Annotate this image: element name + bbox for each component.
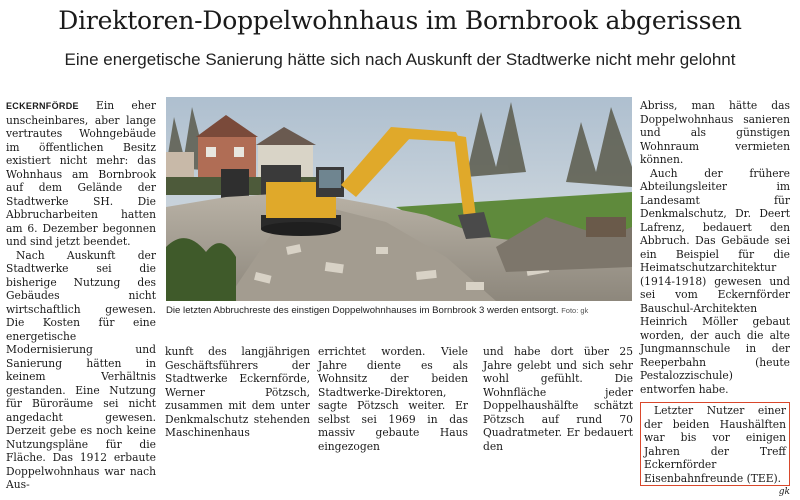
- paragraph-text: Ein eher unscheinbares, aber lange vertrautes Wohngebäude im öffentlichen Besitz existiert nicht mehr: das Wohnhaus am Bornbrook auf dem Gelände der Stadtwerke SH. Die Abbrucharbeiten hatten am 6. Dezember begonnen und sind jetzt beendet.: [6, 99, 156, 248]
- article-photo: [166, 97, 632, 301]
- article-column-1: [6, 99, 156, 492]
- subheadline: Eine energetische Sanierung hätte sich nach Auskunft der Stadtwerke nicht mehr gelohnt: [64, 50, 736, 69]
- author-initials: gk: [778, 487, 790, 497]
- highlighted-note: [640, 402, 790, 486]
- caption-text: Die letzten Abbruchreste des einstigen Doppelwohnhauses im Bornbrook 3 werden entsorgt.: [166, 305, 559, 316]
- paragraph: Abriss, man hätte das Doppelwohnhaus sanieren und als günstigen Wohnraum vermieten können.: [640, 99, 790, 166]
- paragraph: errichtet worden. Viele Jahre diente es als Wohnsitz der beiden Stadtwerke-Direktoren, sagte Pötzsch weiter. Er selbst sei 1969 in das massiv gebaute Haus eingezogen: [318, 345, 468, 453]
- paragraph: Auch der frühere Abteilungsleiter im Landesamt für Denkmalschutz, Dr. Deert Lafrenz, bedauert den Abbruch. Das Gebäude sei ein Beispiel für die Heimatschutzarchitektur (1914-1918) gewesen und sei vom Eckernförder Bauschul-Architekten Heinrich Möller gebaut worden, der auch die alte Jungmannschule in der Reeperbahn (heute Pestalozzischule) entworfen habe.: [640, 166, 790, 396]
- article-column-4: [483, 345, 633, 453]
- paragraph: Nach Auskunft der Stadtwerke sei die bisherige Nutzung des Gebäudes nicht wirtschaftlich gewesen. Die Kosten für eine energetische Modernisierung und Sanierung hätten in keinem Verhältnis gestanden. Eine Nutzung für Büroräume sei nicht angedacht gewesen. Derzeit gebe es noch keine Nutzungspläne für die Fläche. Das 1912 erbaute Doppelwohnhaus war nach Aus-: [6, 248, 156, 491]
- dateline: ECKERNFÖRDE: [6, 101, 79, 111]
- article-column-2: [165, 345, 310, 440]
- article-column-5: [640, 99, 790, 500]
- headline: Direktoren-Doppelwohnhaus im Bornbrook abgerissen: [58, 6, 742, 35]
- paragraph: [6, 99, 156, 249]
- photo-caption: [166, 305, 636, 316]
- demolition-photo: [166, 97, 632, 301]
- note-text: Letzter Nutzer einer der beiden Haushälften war bis vor einigen Jahren der Treff Eckernförder Eisenbahnfreunde (TEE).: [644, 404, 786, 485]
- paragraph: kunft des langjährigen Geschäftsführers der Stadtwerke Eckernförde, Werner Pötzsch, zusammen mit dem unter Denkmalschutz stehenden Maschinenhaus: [165, 345, 310, 439]
- paragraph: und habe dort über 25 Jahre gelebt und sich sehr wohl gefühlt. Die Wohnfläche jeder Doppelhaushälfte schätzt Pötzsch auf rund 70 Quadratmeter. Er bedauert den: [483, 345, 633, 453]
- photo-credit: Foto: gk: [561, 306, 589, 315]
- article-column-3: [318, 345, 468, 453]
